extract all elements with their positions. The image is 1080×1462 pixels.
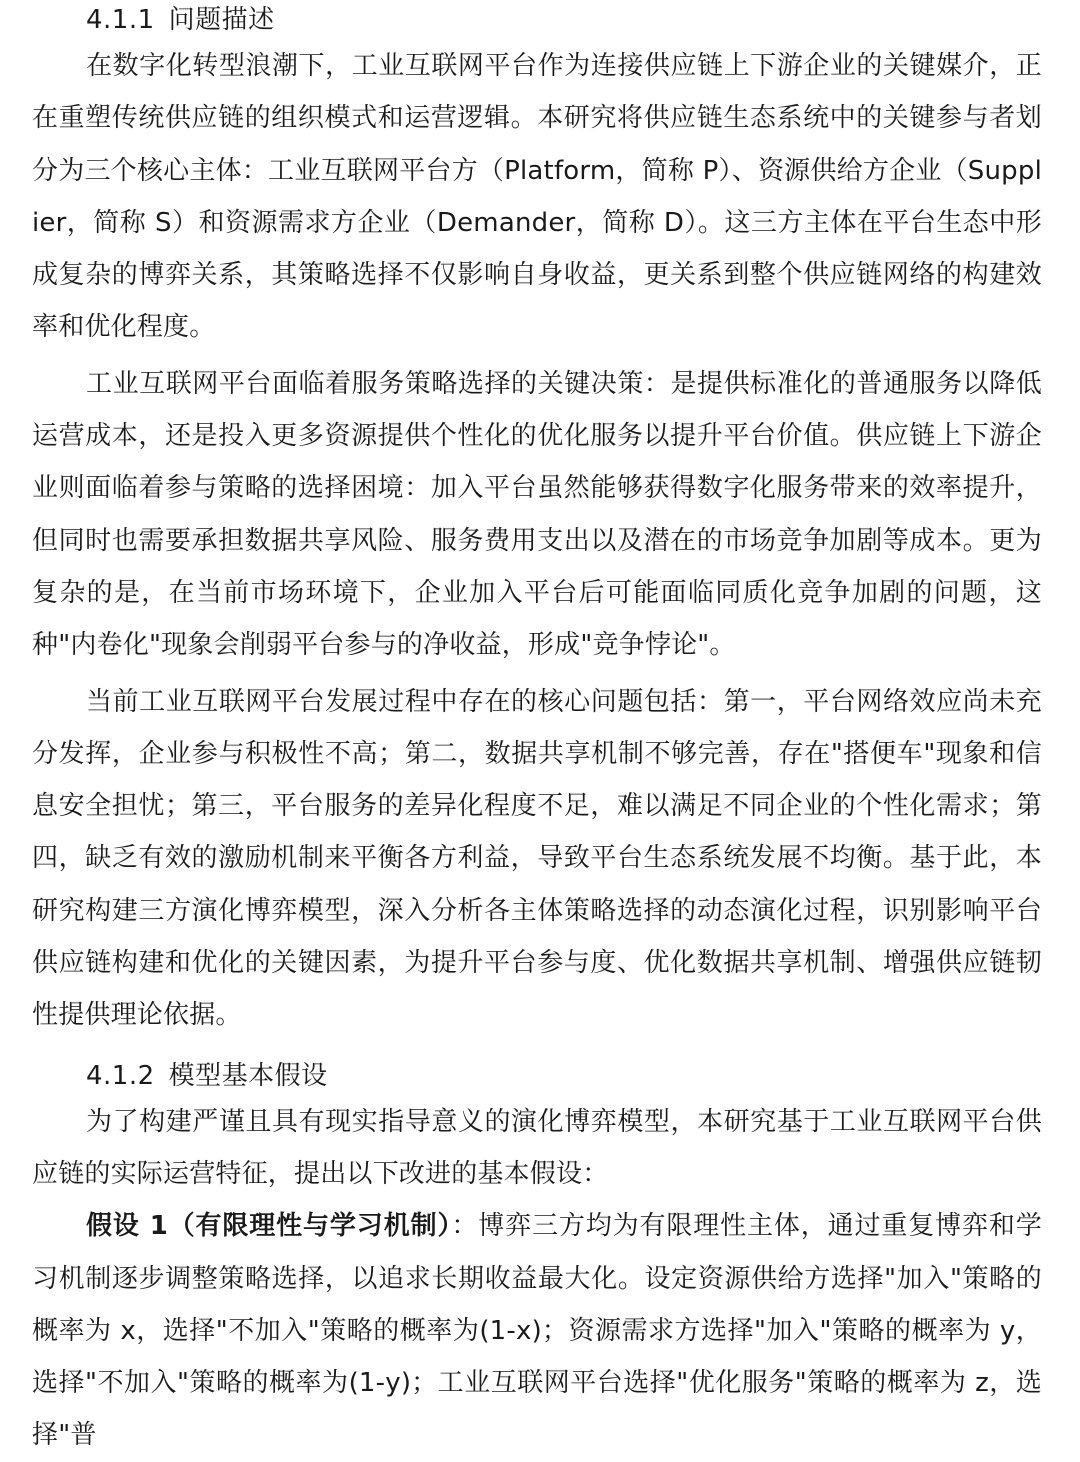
section-heading-4-1-1 <box>32 0 1042 40</box>
paragraph: 在数字化转型浪潮下，工业互联网平台作为连接供应链上下游企业的关键媒介，正在重塑传统供应链的组织模式和运营逻辑。本研究将供应链生态系统中的关键参与者划分为三个核心主体：工业互联网平台方（Platform，简称 P）、资源供给方企业（Supplier，简称 S）和资源需求方企业（Demander，简称 D）。这三方主体在平台生态中形成复杂的博弈关系，其策略选择不仅影响自身收益，更关系到整个供应链网络的构建效率和优化程度。 <box>32 51 1042 343</box>
section-number: 4.1.2 <box>86 1060 155 1091</box>
section-title: 模型基本假设 <box>168 1060 328 1091</box>
section-number: 4.1.1 <box>86 5 155 35</box>
assumption-label: 假设 1（有限理性与学习机制） <box>86 1211 452 1242</box>
paragraph: 当前工业互联网平台发展过程中存在的核心问题包括：第一，平台网络效应尚未充分发挥，企业参与积极性不高；第二，数据共享机制不够完善，存在"搭便车"现象和信息安全担忧；第三，平台服务的差异化程度不足，难以满足不同企业的个性化需求；第四，缺乏有效的激励机制来平衡各方利益，导致平台生态系统发展不均衡。基于此，本研究构建三方演化博弈模型，深入分析各主体策略选择的动态演化过程，识别影响平台供应链构建和优化的关键因素，为提升平台参与度、优化数据共享机制、增强供应链韧性提供理论依据。 <box>32 686 1042 1031</box>
paragraph-assumption-1 <box>32 1200 1042 1461</box>
paragraph-intro: 为了构建严谨且具有现实指导意义的演化博弈模型，本研究基于工业互联网平台供应链的实际运营特征，提出以下改进的基本假设： <box>32 1106 1042 1189</box>
section-title: 问题描述 <box>168 5 275 35</box>
paragraph: 工业互联网平台面临着服务策略选择的关键决策：是提供标准化的普通服务以降低运营成本，还是投入更多资源提供个性化的优化服务以提升平台价值。供应链上下游企业则面临着参与策略的选择困境：加入平台虽然能够获得数字化服务带来的效率提升，但同时也需要承担数据共享风险、服务费用支出以及潜在的市场竞争加剧等成本。更为复杂的是，在当前市场环境下，企业加入平台后可能面临同质化竞争加剧的问题，这种"内卷化"现象会削弱平台参与的净收益，形成"竞争悖论"。 <box>32 368 1042 661</box>
section-heading-4-1-2 <box>32 1056 1042 1096</box>
assumption-text: ：博弈三方均为有限理性主体，通过重复博弈和学习机制逐步调整策略选择，以追求长期收益最大化。设定资源供给方选择"加入"策略的概率为 x，选择"不加入"策略的概率为(1-x)；资源需求方选择"加入"策略的概率为 y，选择"不加入"策略的概率为(1-y)；工业互联网平台选择"优化服务"策略的概率为 z，选择"普 <box>32 1211 1042 1451</box>
